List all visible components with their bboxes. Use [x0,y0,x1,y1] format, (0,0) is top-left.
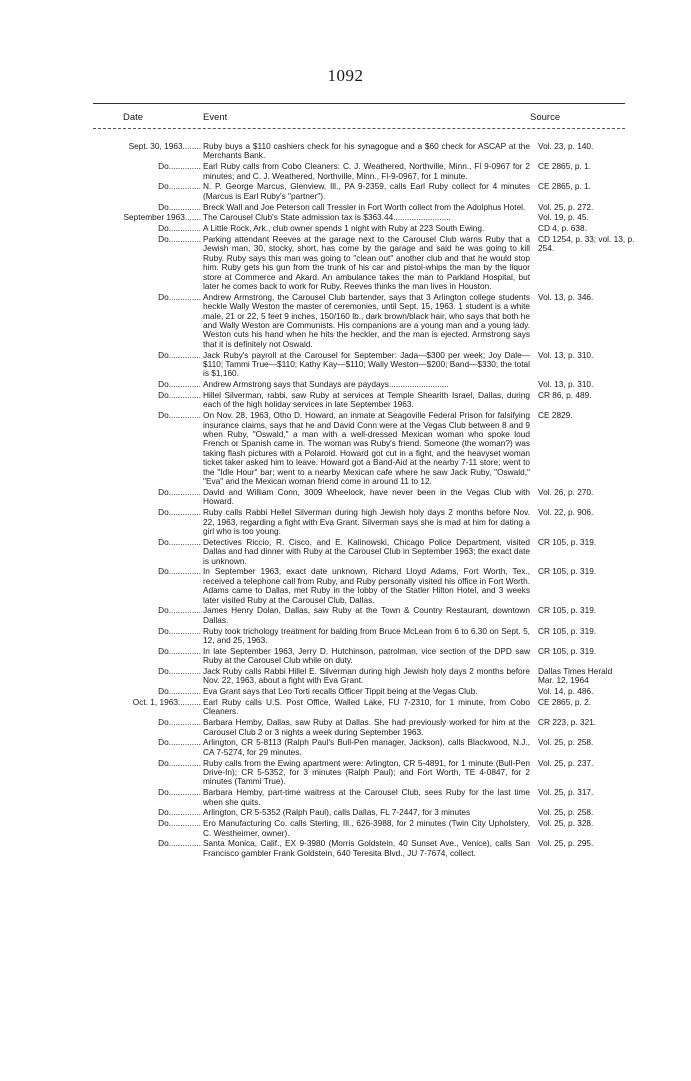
row-date: Do.............. [158,758,201,768]
row-date: Oct. 1, 1963.......... [132,697,201,707]
table-row [93,627,633,646]
table-row [93,538,633,566]
header-top-rule [93,103,625,104]
row-event: Ruby took trichology treatment for balding from Bruce McLean from 6 to 6.30 on Sept. 5, 12, and 25, 1963. [203,625,530,645]
table-row [93,667,633,686]
chronology-table [93,142,633,860]
row-source: Vol. 25, p. 328. [538,818,594,829]
row-source: Vol. 25, p. 237. [538,757,594,768]
row-date: Do.............. [158,738,201,748]
table-row [93,788,633,807]
row-date: Do.............. [158,808,201,818]
row-date: Do.............. [158,687,201,697]
row-source: CE 2829. [538,410,573,421]
row-source: Vol. 25, p. 258. [538,737,594,748]
row-event: Ruby calls Rabbi Hellel Silverman during high Jewish holy days 2 months before Nov. 22, 1963, regarding a fight with Eva Grant. Silverman says she is mad at him for dating a girl who is too young. [203,507,530,536]
row-event: Parking attendant Reeves at the garage next to the Carousel Club warns Ruby that a Jewish man, 30, stocky, short, has come by the garage and said he was going to kill Ruby. Ruby says this man was going to "clean out" another club and that he would stop him. Ruby gets his gun from the trunk of his car and pistol-whips the man by the liquor store at Commerce and Akard. An ambulance takes the man to Parkland Hospital, but later he comes back to work for Ruby. Reeves thinks the man lives in Houston. [203,234,530,292]
row-date: Do.............. [158,380,201,390]
row-date: Do.............. [158,666,201,676]
row-source: CD 4, p. 638. [538,223,587,234]
row-source: CR 105, p. 319. [538,566,597,577]
row-event: In September 1963, exact date unknown, Richard Lloyd Adams, Fort Worth, Tex., received a telephone call from Ruby, and Ruby personally visited his office in Fort Worth. Adams came to Dallas, met Ruby in the lobby of the Statler Hilton Hotel, and 3 weeks later visited Ruby at the Carousel Club, Dallas. [203,566,530,605]
table-row [93,508,633,536]
row-date: Do.............. [158,162,201,172]
row-event: Arlington, CR 5-8113 (Ralph Paul's Bull-Pen manager, Jackson), calls Blackwood, N.J., CA 7-5274, for 29 minutes. [203,737,530,757]
row-source: Vol. 25, p. 295. [538,838,594,849]
row-event: Ero Manufacturing Co. calls Sterling, Ill., 626-3988, for 2 minutes (Twin City Upholstery, C. Westheimer, owner). [203,818,530,838]
row-event: James Henry Dolan, Dallas, saw Ruby at the Town & Country Restaurant, downtown Dallas. [203,605,530,625]
table-row [93,647,633,666]
row-event: Barbara Hemby, Dallas, saw Ruby at Dallas. She had previously worked for him at the Carousel Club 2 or 3 nights a week during September 1963. [203,717,530,737]
row-event: Jack Ruby's payroll at the Carousel for September: Jada—$300 per week; Joy Dale—$110; Tammi True—$110; Kathy Kay—$110; Wally Weston—$200; Band—$330; the total is $1,160. [203,349,530,379]
row-date: Do.............. [158,626,201,636]
row-event: Arlington, CR 5-5352 (Ralph Paul), calls Dallas, FL 7-2447, for 3 minutes [203,807,471,818]
row-event: Andrew Armstrong says that Sundays are paydays.......................... [203,379,449,390]
table-row [93,567,633,605]
row-date: September 1963....... [123,213,201,223]
table-row [93,182,633,201]
table-row [93,142,633,161]
row-event: Detectives Riccio, R. Cisco, and E. Kalinowski, Chicago Police Department, visited Dallas and had dinner with Ruby at the Carousel Club in September 1963; the exact date is unknown. [203,536,530,566]
table-row [93,411,633,486]
row-date: Do.............. [158,411,201,421]
row-date: Do.............. [158,646,201,656]
row-date: Do.............. [158,567,201,577]
row-date: Do.............. [158,508,201,518]
row-date: Do.............. [158,537,201,547]
row-date: Sept. 30, 1963........ [128,142,201,151]
table-row [93,293,633,349]
row-event: In late September 1963, Jerry D. Hutchinson, patrolman, vice section of the DPD saw Ruby at the Carousel Club while on duty. [203,645,530,666]
row-event: Andrew Armstrong, the Carousel Club bartender, says that 3 Arlington college students heckle Wally Weston the master of ceremonies, until Sept. 15, 1963. 1 student is a white male, 21 or 22, 5 feet 9 inches, 150/160 lb., dark brown/black hair, who says that both he and Wally Weston are Communists. His companions are a young man and a young lady. Weston cuts his hand when he hits the heckler, and the man is ejected. Armstrong says that it is definitely not Oswald. [203,291,530,349]
table-row [93,203,633,212]
row-source: Vol. 26, p. 270. [538,486,594,497]
row-source: Vol. 25, p. 317. [538,787,594,798]
row-source: Vol. 19, p. 45. [538,212,589,223]
table-row [93,391,633,410]
row-date: Do.............. [158,487,201,497]
row-date: Do.............. [158,292,201,302]
row-event: Earl Ruby calls from Cobo Cleaners: C. J. Weathered, Northville, Minn., Fl 9-0967 for 2 minutes; and C. J. Weathered, Northville, Minn., Fl-9-0967, for 1 minute. [203,161,530,181]
source-column-header: Source [530,112,561,123]
table-row [93,235,633,291]
table-row [93,380,633,389]
row-source: Dallas Times Herald Mar. 12, 1964 [538,665,613,686]
row-source: CD 1254, p. 33; vol. 13, p. 254. [538,234,635,254]
table-row [93,839,633,858]
row-source: Vol. 22, p. 906. [538,507,594,518]
row-event: Eva Grant says that Leo Torti recalls Officer Tippit being at the Vegas Club. [203,686,478,697]
row-date: Do.............. [158,182,201,192]
row-date: Do.............. [158,819,201,829]
row-date: Do.............. [158,718,201,728]
row-event: The Carousel Club's State admission tax is $363.44......................... [203,212,451,223]
table-row [93,698,633,717]
row-date: Do.............. [158,391,201,401]
row-source: CR 86, p. 489. [538,390,592,401]
row-event: Breck Wall and Joe Peterson call Tressler in Fort Worth collect from the Adolphus Hotel. [203,201,526,212]
row-date: Do.............. [158,202,201,212]
row-source: CR 223, p. 321. [538,717,597,728]
row-date: Do.............. [158,224,201,234]
row-event: On Nov. 28, 1963, Otho D. Howard, an inmate at Seagoville Federal Prison for falsifying insurance claims, says that he and David Conn were at the Vegas Club between 8 and 9 when Ruby, "Oswald," a man with a well-dressed Mexican woman who spoke loud French or Spanish came in. The woman was Ruby's friend. Someone (the woman?) was taking flash pictures with a Polaroid. Howard got cut in a fight, and the heavyset woman ticket taker asked him to leave. Howard got a Band-Aid at the nearby 7-11 store; went to the "Idle Hour" bar; went to a nearby Mexican cafe where he saw Jack Ruby, "Oswald," "Eva" and the Mexican woman friend come in around 11 to 12. [203,410,530,487]
row-event: Santa Monica, Calif., EX 9-3980 (Morris Goldstein, 40 Sunset Ave., Venice), calls San Francisco gambler Frank Goldstein, 640 Teresita Blvd., JU 7-7674, collect. [203,838,530,858]
row-event: Ruby buys a $110 cashiers check for his synagogue and a $60 check for ASCAP at the Merchants Bank. [203,141,530,161]
row-source: CE 2865, p. 1. [538,181,592,192]
row-source: CR 105, p. 319. [538,625,597,636]
table-row [93,162,633,181]
row-source: Vol. 13, p. 346. [538,291,594,302]
row-source: CR 105, p. 319. [538,605,597,616]
table-row [93,224,633,233]
row-date: Do.............. [158,788,201,798]
row-source: Vol. 14, p. 486. [538,686,594,697]
row-event: Jack Ruby calls Rabbi Hillel E. Silverman during high Jewish holy days 2 months before Nov. 22, 1963, about a fight with Eva Grant. [203,665,530,686]
row-date: Do.............. [158,606,201,616]
row-event: Earl Ruby calls U.S. Post Office, Walled Lake, FU 7-2310, for 1 minute, from Cobo Cleaners. [203,696,530,717]
event-column-header: Event [203,112,228,123]
row-date: Do.............. [158,350,201,360]
row-source: Vol. 25, p. 258. [538,807,594,818]
page-number: 1092 [327,66,364,85]
table-row [93,488,633,507]
row-date: Do.............. [158,235,201,244]
header-bottom-rule [93,128,625,129]
date-column-header: Date [123,112,144,123]
row-event: Ruby calls from the Ewing apartment were: Arlington, CR 5-4891, for 1 minute (Bull-Pen Drive-In); CR 5-5352, for 3 minutes (Ralph Paul); and Fort Worth, TE 4-0847, for 2 minutes (Tammi True). [203,757,530,787]
table-row [93,759,633,787]
row-event: Hillel Silverman, rabbi, saw Ruby at services at Temple Shearith Israel, Dallas, during each of the high holiday services in late September 1963. [203,390,530,410]
table-row [93,606,633,625]
row-event: A Little Rock, Ark., club owner spends 1 night with Ruby at 223 South Ewing. [203,223,485,234]
row-source: CE 2865, p. 2. [538,696,592,707]
row-source: CR 105, p. 319. [538,536,597,547]
table-row [93,738,633,757]
table-row [93,213,633,222]
table-row [93,351,633,379]
row-event: Barbara Hemby, part-time waitress at the Carousel Club, sees Ruby for the last time when she quits. [203,787,530,807]
row-source: Vol. 13, p. 310. [538,349,594,360]
row-source: Vol. 23, p. 140. [538,141,594,151]
row-event: N. P. George Marcus, Glenview, Ill., PA 9-2359, calls Earl Ruby collect for 4 minutes (Marcus is Earl Ruby's "partner"). [203,181,530,201]
table-row [93,819,633,838]
table-row [93,718,633,737]
row-source: Vol. 13, p. 310. [538,379,594,390]
row-date: Do.............. [158,839,201,849]
table-row [93,808,633,817]
table-row [93,687,633,696]
row-source: CE 2865, p. 1. [538,161,592,172]
row-source: Vol. 25, p. 272. [538,201,594,212]
row-event: David and William Conn, 3009 Wheelock, have never been in the Vegas Club with Howard. [203,486,530,507]
row-source: CR 105, p. 319. [538,645,597,656]
